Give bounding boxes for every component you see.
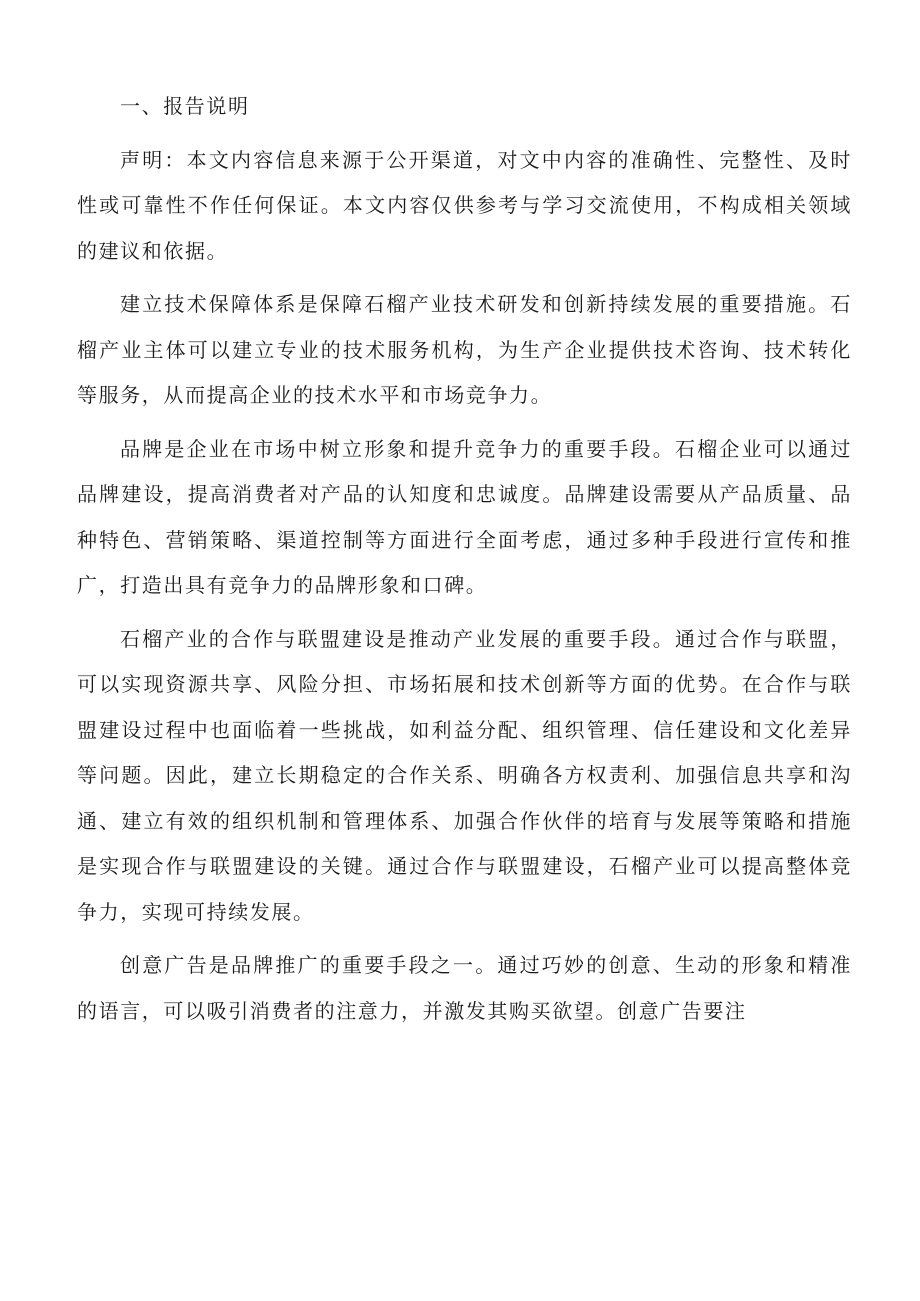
creative-ad-paragraph: 创意广告是品牌推广的重要手段之一。通过巧妙的创意、生动的形象和精准的语言，可以吸引消费者的注意力，并激发其购买欲望。创意广告要注 [77, 953, 852, 1023]
document-body [77, 84, 852, 1034]
cooperation-paragraph: 石榴产业的合作与联盟建设是推动产业发展的重要手段。通过合作与联盟，可以实现资源共享、风险分担、市场拓展和技术创新等方面的优势。在合作与联盟建设过程中也面临着一些挑战，如利益分配、组织管理、信任建设和文化差异等问题。因此，建立长期稳定的合作关系、明确各方权责利、加强信息共享和沟通、建立有效的组织机制和管理体系、加强合作伙伴的培育与发展等策略和措施是实现合作与联盟建设的关键。通过合作与联盟建设，石榴产业可以提高整体竞争力，实现可持续发展。 [77, 626, 852, 924]
brand-paragraph: 品牌是企业在市场中树立形象和提升竞争力的重要手段。石榴企业可以通过品牌建设，提高消费者对产品的认知度和忠诚度。品牌建设需要从产品质量、品种特色、营销策略、渠道控制等方面进行全面考虑，通过多种手段进行宣传和推广，打造出具有竞争力的品牌形象和口碑。 [77, 436, 852, 597]
tech-support-paragraph: 建立技术保障体系是保障石榴产业技术研发和创新持续发展的重要措施。石榴产业主体可以建立专业的技术服务机构，为生产企业提供技术咨询、技术转化等服务，从而提高企业的技术水平和市场竞争力。 [77, 292, 852, 407]
disclaimer-paragraph: 声明：本文内容信息来源于公开渠道，对文中内容的准确性、完整性、及时性或可靠性不作任何保证。本文内容仅供参考与学习交流使用，不构成相关领域的建议和依据。 [77, 147, 852, 263]
section-heading: 一、报告说明 [120, 94, 250, 118]
